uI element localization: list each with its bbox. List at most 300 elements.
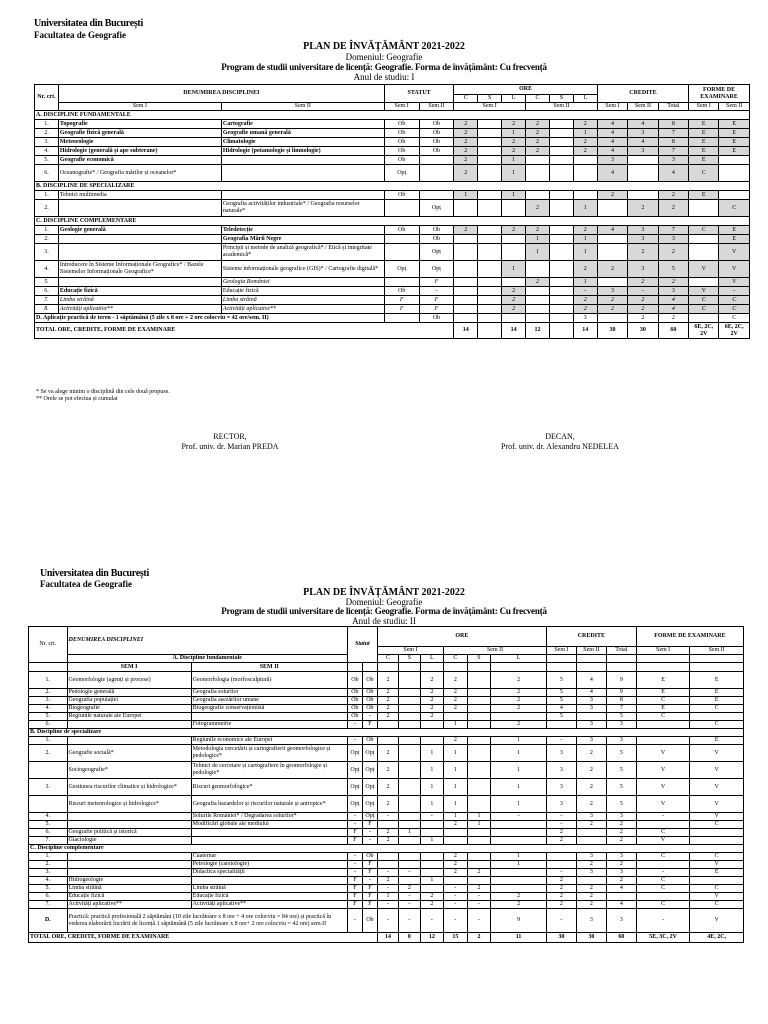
table-cell: 1 xyxy=(444,796,468,813)
table-cell: E xyxy=(636,705,690,713)
table-cell: Opț xyxy=(347,779,362,796)
table-cell: V xyxy=(690,813,744,821)
table-cell: Ob xyxy=(362,909,377,933)
table-cell xyxy=(546,663,576,672)
table-cell: C xyxy=(719,296,750,305)
table-cell: E xyxy=(719,120,750,129)
table-cell: 2 xyxy=(420,713,444,721)
table-cell xyxy=(491,885,547,893)
table-cell: Ob xyxy=(347,713,362,721)
table-cell: 4 xyxy=(628,138,658,147)
table-row xyxy=(35,244,750,261)
table-cell xyxy=(573,156,597,165)
table-cell: E xyxy=(689,129,719,138)
discipline-sem1: Hidrologie (generală și ape subterane) xyxy=(58,147,221,156)
table-cell: 2 xyxy=(576,893,606,901)
table-cell xyxy=(419,191,454,200)
total-cell: 60 xyxy=(606,933,636,943)
table-cell xyxy=(399,697,420,705)
table-cell: 2 xyxy=(526,120,550,129)
table-cell: 3. xyxy=(35,244,59,261)
table-cell: 2 xyxy=(454,120,478,129)
table-cell: 5. xyxy=(35,156,59,165)
table-cell xyxy=(478,244,502,261)
header-sem1: Sem I xyxy=(377,647,443,655)
table-cell: Ob xyxy=(419,120,454,129)
table-cell: 9 xyxy=(606,672,636,689)
table-cell: 3 xyxy=(628,129,658,138)
table-cell xyxy=(377,821,398,829)
table-row xyxy=(35,226,750,235)
table-cell xyxy=(576,829,606,837)
table-cell xyxy=(454,200,478,217)
table-cell: 2 xyxy=(658,314,688,323)
table-cell: 2 xyxy=(377,745,398,762)
table-cell xyxy=(467,672,491,689)
section-row xyxy=(35,182,750,191)
table-cell: Ob xyxy=(419,138,454,147)
table-cell xyxy=(549,235,573,244)
discipline-sem2 xyxy=(191,713,347,721)
table-cell: C xyxy=(689,226,719,235)
table-row xyxy=(29,861,744,869)
table-cell: 1 xyxy=(502,129,526,138)
table-cell: 2 xyxy=(420,893,444,901)
table-cell xyxy=(377,737,398,745)
header-ore-type: S xyxy=(399,655,420,663)
table-cell: 4 xyxy=(606,901,636,909)
table-cell xyxy=(526,296,550,305)
header-ore-type: S xyxy=(478,95,502,103)
discipline-sem2: Geografie umană generală xyxy=(221,129,384,138)
table-cell: 2 xyxy=(606,877,636,885)
discipline-sem1 xyxy=(58,244,221,261)
table-cell: 3 xyxy=(576,909,606,933)
table-cell: 1 xyxy=(573,244,597,261)
table-cell: F xyxy=(347,885,362,893)
table-cell: 3 xyxy=(597,287,627,296)
table-cell: E xyxy=(719,235,750,244)
table-cell: 2 xyxy=(576,861,606,869)
table-cell: 5 xyxy=(658,261,688,278)
footnote-1: * Se va alege minim o disciplină din cele două propuse. xyxy=(36,389,170,395)
table-cell: 2 xyxy=(399,885,420,893)
table-cell: 2 xyxy=(658,200,688,217)
table-cell xyxy=(377,663,398,672)
discipline-sem1: Geografie politică și istorică xyxy=(67,829,191,837)
table-cell: - xyxy=(377,813,398,821)
table-cell: 1. xyxy=(29,853,68,861)
table-cell: 1 xyxy=(420,796,444,813)
table-cell: - xyxy=(399,909,420,933)
table-cell: 2 xyxy=(491,697,547,705)
table-cell: 2 xyxy=(576,745,606,762)
discipline-sem1: Hidrogeologie xyxy=(67,877,191,885)
table-cell xyxy=(399,713,420,721)
table-cell xyxy=(419,165,454,182)
rector-signature xyxy=(100,432,360,452)
table-cell: 3 xyxy=(606,853,636,861)
table-cell: 2 xyxy=(454,138,478,147)
discipline-sem1: Regiunile naturale ale Europei xyxy=(67,713,191,721)
table-cell xyxy=(384,235,419,244)
table-cell xyxy=(467,796,491,813)
table-cell: 3 xyxy=(576,869,606,877)
table-cell: Ob xyxy=(347,697,362,705)
table-cell: 2 xyxy=(502,287,526,296)
table-cell: C xyxy=(636,853,690,861)
table-cell: Ob xyxy=(362,689,377,697)
table-cell: 5 xyxy=(606,779,636,796)
table-cell: E xyxy=(636,672,690,689)
table-cell: - xyxy=(467,901,491,909)
decan-signature xyxy=(430,432,690,452)
table-cell: 8 xyxy=(658,138,688,147)
table-cell: 2 xyxy=(454,165,478,182)
table-cell: 3 xyxy=(546,762,576,779)
discipline-sem1 xyxy=(67,869,191,877)
total-cell: 12 xyxy=(526,323,550,339)
table-cell: 2 xyxy=(576,901,606,909)
header-ore-type: L xyxy=(420,655,444,663)
plan-domain: Domeniul: Geografie xyxy=(345,52,423,62)
discipline-sem2: Geomorfologia (morfosculptură) xyxy=(191,672,347,689)
header-nr: Nr. crt. xyxy=(29,627,68,663)
total-row xyxy=(35,323,750,339)
header-row xyxy=(29,627,744,647)
table-cell xyxy=(636,655,690,663)
table-cell: C xyxy=(636,901,690,909)
table-cell: - xyxy=(419,287,454,296)
rector-title: RECTOR, xyxy=(213,432,247,441)
table-cell: 2 xyxy=(628,278,658,287)
table-cell: 4 xyxy=(658,296,688,305)
table-cell: 3. xyxy=(35,138,59,147)
header-sem1: Sem I xyxy=(384,103,419,111)
table-cell: V xyxy=(636,745,690,762)
table-cell: F xyxy=(362,869,377,877)
table-cell: 3 xyxy=(576,721,606,729)
table-cell: 2 xyxy=(606,829,636,837)
table-cell xyxy=(549,147,573,156)
table-cell xyxy=(467,713,491,721)
table-cell: - xyxy=(377,869,398,877)
faculty-name: Facultatea de Geografie xyxy=(34,30,126,40)
table-cell xyxy=(467,829,491,837)
table-cell: 2 xyxy=(420,689,444,697)
table-cell: 1 xyxy=(526,235,550,244)
table-cell xyxy=(478,120,502,129)
table-cell: - xyxy=(444,885,468,893)
table-cell: Opț xyxy=(362,796,377,813)
table-cell xyxy=(399,779,420,796)
table-cell: F xyxy=(362,861,377,869)
table-cell xyxy=(467,762,491,779)
table-cell: 6. xyxy=(29,893,68,901)
table-cell: 4 xyxy=(597,226,627,235)
table-cell xyxy=(526,314,550,323)
table-cell xyxy=(454,314,478,323)
table-cell: 1 xyxy=(444,779,468,796)
table-cell: 2 xyxy=(444,737,468,745)
table-cell: 2 xyxy=(467,885,491,893)
discipline-sem2: Geografia solurilor xyxy=(191,689,347,697)
table-cell xyxy=(690,713,744,721)
discipline-sem1 xyxy=(67,737,191,745)
header-row xyxy=(35,85,750,95)
table-cell: V xyxy=(719,244,750,261)
total-cell: 15 xyxy=(444,933,468,943)
table-cell xyxy=(526,191,550,200)
table-cell xyxy=(526,305,550,314)
table-cell: 3 xyxy=(546,745,576,762)
table-cell xyxy=(690,829,744,837)
table-cell: Ob xyxy=(384,226,419,235)
header-sem1: Sem I xyxy=(546,647,576,655)
table-cell: 4. xyxy=(29,813,68,821)
table-row xyxy=(29,697,744,705)
practica-row xyxy=(35,314,750,323)
discipline-sem2: Geografia așezărilor umane xyxy=(191,697,347,705)
table-cell: 1 xyxy=(444,762,468,779)
table-cell: E xyxy=(690,672,744,689)
table-row xyxy=(35,235,750,244)
total-cell: 2 xyxy=(467,933,491,943)
table-cell: Ob xyxy=(419,147,454,156)
table-cell: Ob xyxy=(362,737,377,745)
table-cell: - xyxy=(546,821,576,829)
table-cell: 2 xyxy=(377,877,398,885)
table-cell xyxy=(420,885,444,893)
table-cell: 2 xyxy=(444,697,468,705)
header-ore-type: L xyxy=(573,95,597,103)
table-cell xyxy=(478,165,502,182)
table-cell: 3 xyxy=(658,287,688,296)
table-cell: V xyxy=(719,278,750,287)
table-cell xyxy=(399,813,420,821)
table-cell: 1 xyxy=(467,813,491,821)
table-cell: 7. xyxy=(29,901,68,909)
discipline-sem1: Educație fizică xyxy=(58,287,221,296)
table-row xyxy=(35,261,750,278)
table-cell: C xyxy=(690,721,744,729)
table-cell: 5 xyxy=(546,713,576,721)
header-row xyxy=(29,663,744,672)
table-cell: 2 xyxy=(467,869,491,877)
discipline-sem2: Didactica specialității xyxy=(191,869,347,877)
table-cell: 4 xyxy=(597,129,627,138)
table-cell: 4 xyxy=(576,672,606,689)
table-cell: - xyxy=(546,869,576,877)
table-cell: - xyxy=(467,893,491,901)
discipline-sem2: Educație fizică xyxy=(191,893,347,901)
table-cell xyxy=(502,244,526,261)
table-cell: E xyxy=(689,147,719,156)
table-cell: 3 xyxy=(606,909,636,933)
discipline-sem1: Educație fizică xyxy=(67,893,191,901)
table-cell: C xyxy=(690,901,744,909)
table-cell xyxy=(719,165,750,182)
table-cell: 2 xyxy=(658,244,688,261)
discipline-sem1: Limba străină xyxy=(58,296,221,305)
table-cell xyxy=(399,762,420,779)
table-cell: 5 xyxy=(606,745,636,762)
table-cell: 3 xyxy=(576,705,606,713)
table-cell xyxy=(636,861,690,869)
discipline-sem1 xyxy=(67,721,191,729)
table-cell: 3 xyxy=(573,314,597,323)
table-cell: F xyxy=(347,901,362,909)
table-cell: 2 xyxy=(454,156,478,165)
table-cell: 7 xyxy=(658,129,688,138)
plan-program: Program de studii universitare de licență: Geografie. Forma de învățământ: Cu frecvență xyxy=(221,62,547,72)
table-cell: 2 xyxy=(597,305,627,314)
table-cell xyxy=(628,191,658,200)
total-label: TOTAL ORE, CREDITE, FORME DE EXAMINARE xyxy=(35,323,454,339)
table-cell: 2 xyxy=(597,191,627,200)
table-cell: 2 xyxy=(658,278,688,287)
table-cell: E xyxy=(690,697,744,705)
discipline-sem2: Cartografie xyxy=(221,120,384,129)
discipline-sem1: Geografie fizică generală xyxy=(58,129,221,138)
table-cell: 2 xyxy=(444,672,468,689)
header-ore: ORE xyxy=(454,85,597,95)
section-row xyxy=(35,217,750,226)
table-cell: V xyxy=(690,779,744,796)
table-cell xyxy=(491,837,547,845)
header-sem1: Sem I xyxy=(636,647,690,655)
table-cell: 2 xyxy=(546,837,576,845)
table-cell: 2 xyxy=(573,138,597,147)
table-row xyxy=(29,745,744,762)
table-cell: V xyxy=(690,861,744,869)
table-cell xyxy=(399,663,420,672)
table-cell: 5. xyxy=(29,713,68,721)
table-row xyxy=(29,877,744,885)
table-cell: - xyxy=(444,901,468,909)
table-cell: 2 xyxy=(502,296,526,305)
header-nr: Nr. crt. xyxy=(35,85,59,111)
table-cell: 1 xyxy=(467,821,491,829)
table-cell: Ob xyxy=(362,672,377,689)
table-cell xyxy=(420,861,444,869)
plan-year: Anul de studiu: I xyxy=(353,72,415,82)
discipline-sem1: Introducere în Sisteme Informaționale Geografice* / Bazele Sistemelor Informaționale Geografice* xyxy=(58,261,221,278)
table-cell: 5. xyxy=(35,278,59,287)
table-cell: - xyxy=(362,877,377,885)
table-cell: 2 xyxy=(546,829,576,837)
table-cell: - xyxy=(347,721,362,729)
discipline-sem1 xyxy=(58,235,221,244)
header-ore-type: C xyxy=(526,95,550,103)
table-cell xyxy=(597,278,627,287)
table-cell: C xyxy=(689,165,719,182)
table-cell: - xyxy=(377,885,398,893)
table-cell: C xyxy=(719,200,750,217)
table-cell: 2 xyxy=(606,821,636,829)
header-ore-type: C xyxy=(377,655,398,663)
table-cell: 1 xyxy=(420,779,444,796)
table-cell xyxy=(636,737,690,745)
table-cell: 1 xyxy=(502,191,526,200)
table-cell xyxy=(377,721,398,729)
table-cell xyxy=(399,853,420,861)
discipline-sem1: Riscuri meteorologice și hidrologice* xyxy=(67,796,191,813)
table-cell xyxy=(478,314,502,323)
table-cell: 2 xyxy=(454,147,478,156)
table-cell xyxy=(502,314,526,323)
table-cell: 3 xyxy=(606,737,636,745)
header-sem1: Sem I xyxy=(689,103,719,111)
table-cell xyxy=(467,861,491,869)
table-cell: - xyxy=(573,287,597,296)
table-cell: - xyxy=(347,909,362,933)
table-cell: 3 xyxy=(576,813,606,821)
table-cell: 3 xyxy=(606,869,636,877)
table-cell xyxy=(377,853,398,861)
table-cell: F xyxy=(347,837,362,845)
table-cell: 4 xyxy=(597,138,627,147)
table-cell: Opț xyxy=(347,762,362,779)
table-row xyxy=(35,278,750,287)
table-cell: 2 xyxy=(526,147,550,156)
table-cell xyxy=(478,305,502,314)
table-cell: 1 xyxy=(491,762,547,779)
table-cell xyxy=(467,689,491,697)
table-cell xyxy=(454,244,478,261)
discipline-sem1: Sociogeografie* xyxy=(67,762,191,779)
table-cell xyxy=(478,287,502,296)
footnote-2: ** Orele se pot efectua și cumulat xyxy=(36,396,118,402)
table-row xyxy=(35,165,750,182)
total-cell: 30 xyxy=(597,323,627,339)
table-cell: 2 xyxy=(576,796,606,813)
table-cell xyxy=(573,191,597,200)
table-cell xyxy=(526,165,550,182)
table-cell xyxy=(420,853,444,861)
header-sem2: Sem II xyxy=(444,647,547,655)
table-cell: - xyxy=(399,893,420,901)
header-ore-type: L xyxy=(502,95,526,103)
table-cell: Ob xyxy=(419,129,454,138)
table-cell: 1 xyxy=(399,829,420,837)
table-row xyxy=(35,191,750,200)
header-ore-type: C xyxy=(444,655,468,663)
table-row xyxy=(35,287,750,296)
table-cell: 1 xyxy=(491,779,547,796)
table-cell xyxy=(549,120,573,129)
table-cell: 1 xyxy=(444,745,468,762)
header-total: Total xyxy=(658,103,688,111)
table-cell: - xyxy=(628,287,658,296)
table-cell: C xyxy=(719,314,750,323)
total-cell: 30 xyxy=(628,323,658,339)
discipline-sem1: Pedologie generală xyxy=(67,689,191,697)
total-cell: 30 xyxy=(546,933,576,943)
table-cell xyxy=(420,821,444,829)
table-cell: C xyxy=(636,877,690,885)
table-cell: - xyxy=(347,813,362,821)
table-cell: V xyxy=(689,287,719,296)
table-cell xyxy=(444,877,468,885)
table-cell: Opț xyxy=(384,261,419,278)
table-cell xyxy=(597,244,627,261)
table-cell: 5 xyxy=(546,689,576,697)
table-cell: 4 xyxy=(597,165,627,182)
table-cell: 2 xyxy=(491,705,547,713)
table-row xyxy=(35,200,750,217)
discipline-sem2: Fotogrammetrie xyxy=(191,721,347,729)
